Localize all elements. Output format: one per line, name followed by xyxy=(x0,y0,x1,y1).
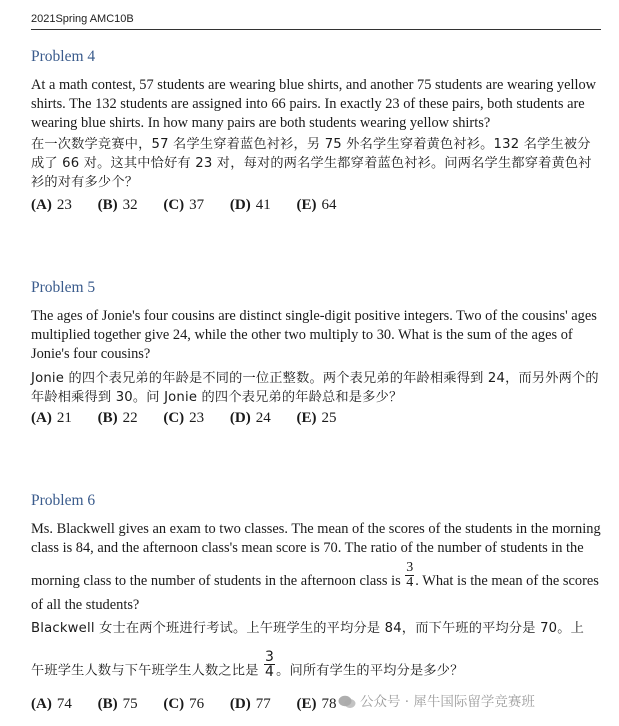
problem-4-english: At a math contest, 57 students are wearing blue shirts, and another 75 students are wearing yellow shirts. The 132 students are assigned into 66 pairs. In exactly 23 of these pairs, both students are wearing blue shirts. In how many pairs are both students wearing yellow shirts? xyxy=(31,77,597,131)
choice-c: (C) 23 xyxy=(163,410,205,426)
choice-d: (D) 77 xyxy=(229,696,271,712)
page-header xyxy=(31,10,601,30)
choice-d: (D) 41 xyxy=(229,197,271,213)
problem-5-chinese: Jonie 的四个表兄弟的年龄是不同的一位正整数。两个表兄弟的年龄相乘得到 24，而另外两个的年龄相乘得到 30。问 Jonie 的四个表兄弟的年龄总和是多少？ xyxy=(31,371,599,405)
choice-c: (C) 37 xyxy=(163,197,205,213)
problem-6-choices xyxy=(31,696,358,713)
problem-6-english-a: Ms. Blackwell gives an exam to two classes. The mean of the scores of the students in the morning class is 84, and the afternoon class's mean score is 70. The ratio of the number of students in the xyxy=(31,521,601,556)
problem-6-english-b: morning class to the number of students in the afternoon class is $\frac{3}{4}$ . What is the mean of the scores of all the students? xyxy=(31,560,599,613)
choice-c: (C) 76 xyxy=(163,696,205,712)
choice-a: (A) 74 xyxy=(31,696,72,712)
watermark: 公众号 · 犀牛国际留学竞赛班 xyxy=(338,690,535,710)
ratio-fraction: $\frac{3}{4}$ xyxy=(406,560,414,590)
problem-6-chinese-b: 午班学生人数与下午班学生人数之比是 $\frac{3}{4}$ 。问所有学生的平均分是多少？ xyxy=(31,649,464,680)
problem-5-choices xyxy=(31,410,358,427)
choice-e: (E) 78 xyxy=(296,696,337,712)
choice-a: (A) 21 xyxy=(31,410,72,426)
problem-4-title: Problem 4 xyxy=(31,48,96,65)
problem-4-chinese: 在一次数学竞赛中，57 名学生穿着蓝色衬衫，另 75 外名学生穿着黄色衬衫。132 名学生被分成了 66 对。这其中恰好有 23 对，每对的两名学生都穿着蓝色衬衫。问两名学生都穿着黄色衬衫的对有多少个？ xyxy=(31,137,592,190)
choice-b: (B) 32 xyxy=(97,197,138,213)
choice-b: (B) 75 xyxy=(97,696,138,712)
problem-5-english: The ages of Jonie's four cousins are distinct single-digit positive integers. Two of the cousins' ages multiplied together give 24, while the other two multiply to 30. What is the sum of the ages of Jonie's four cousins? xyxy=(31,308,597,362)
choice-b: (B) 22 xyxy=(97,410,138,426)
header-label: 2021Spring AMC10B xyxy=(31,13,134,25)
choice-a: (A) 23 xyxy=(31,197,72,213)
choice-d: (D) 24 xyxy=(229,410,271,426)
problem-4-choices xyxy=(31,197,358,214)
problem-5-title: Problem 5 xyxy=(31,279,96,296)
problem-6-title: Problem 6 xyxy=(31,492,96,509)
wechat-icon xyxy=(338,695,356,709)
choice-e: (E) 64 xyxy=(296,197,337,213)
problem-6-chinese-a: Blackwell 女士在两个班进行考试。上午班学生的平均分是 84，而下午班的平均分是 70。上 xyxy=(31,621,585,636)
ratio-fraction-cn: $\frac{3}{4}$ xyxy=(265,649,275,680)
choice-e: (E) 25 xyxy=(296,410,337,426)
